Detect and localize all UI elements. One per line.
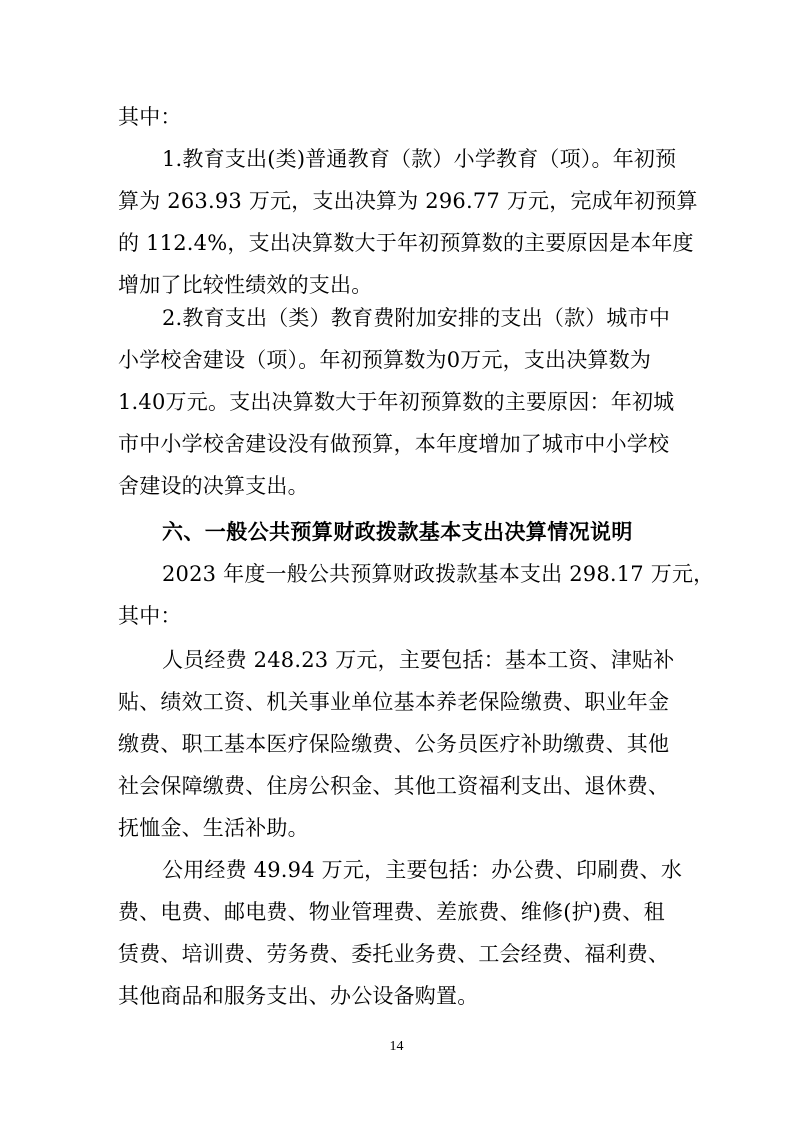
text-line-21: 赁费、培训费、劳务费、委托业务费、工会经费、福利费、: [118, 942, 670, 966]
text-line-14: 人员经费 248.23 万元，主要包括：基本工资、津贴补: [162, 648, 675, 672]
text-line-5: 增加了比较性绩效的支出。: [118, 273, 373, 297]
page-number: 14: [389, 1039, 404, 1054]
text-line-3: 算为 263.93 万元，支出决算为 296.77 万元，完成年初预算: [118, 189, 698, 213]
text-line-12: 2023 年度一般公共预算财政拨款基本支出 298.17 万元，: [162, 562, 715, 586]
text-line-6: 2.教育支出（类）教育费附加安排的支出（款）城市中: [162, 306, 671, 330]
text-line-20: 费、电费、邮电费、物业管理费、差旅费、维修(护)费、租: [118, 900, 665, 924]
section-heading: 六、一般公共预算财政拨款基本支出决算情况说明: [162, 520, 633, 544]
text-line-16: 缴费、职工基本医疗保险缴费、公务员医疗补助缴费、其他: [118, 732, 670, 756]
text-line-9: 市中小学校舍建设没有做预算，本年度增加了城市中小学校: [118, 432, 670, 456]
text-line-15: 贴、绩效工资、机关事业单位基本养老保险缴费、职业年金: [118, 690, 670, 714]
text-line-13: 其中：: [118, 604, 182, 628]
text-line-7: 小学校舍建设（项）。年初预算数为0万元，支出决算数为: [118, 348, 652, 372]
text-line-2: 1.教育支出(类)普通教育（款）小学教育（项）。年初预: [162, 147, 677, 171]
text-line-18: 抚恤金、生活补助。: [118, 816, 309, 840]
text-line-1: 其中：: [118, 105, 182, 129]
text-line-10: 舍建设的决算支出。: [118, 474, 309, 498]
text-line-17: 社会保障缴费、住房公积金、其他工资福利支出、退休费、: [118, 774, 670, 798]
text-line-22: 其他商品和服务支出、办公设备购置。: [118, 984, 479, 1008]
text-line-19: 公用经费 49.94 万元，主要包括：办公费、印刷费、水: [162, 858, 683, 882]
text-line-4: 的 112.4%，支出决算数大于年初预算数的主要原因是本年度: [118, 231, 694, 255]
text-line-8: 1.40万元。支出决算数大于年初预算数的主要原因：年初城: [118, 390, 675, 414]
